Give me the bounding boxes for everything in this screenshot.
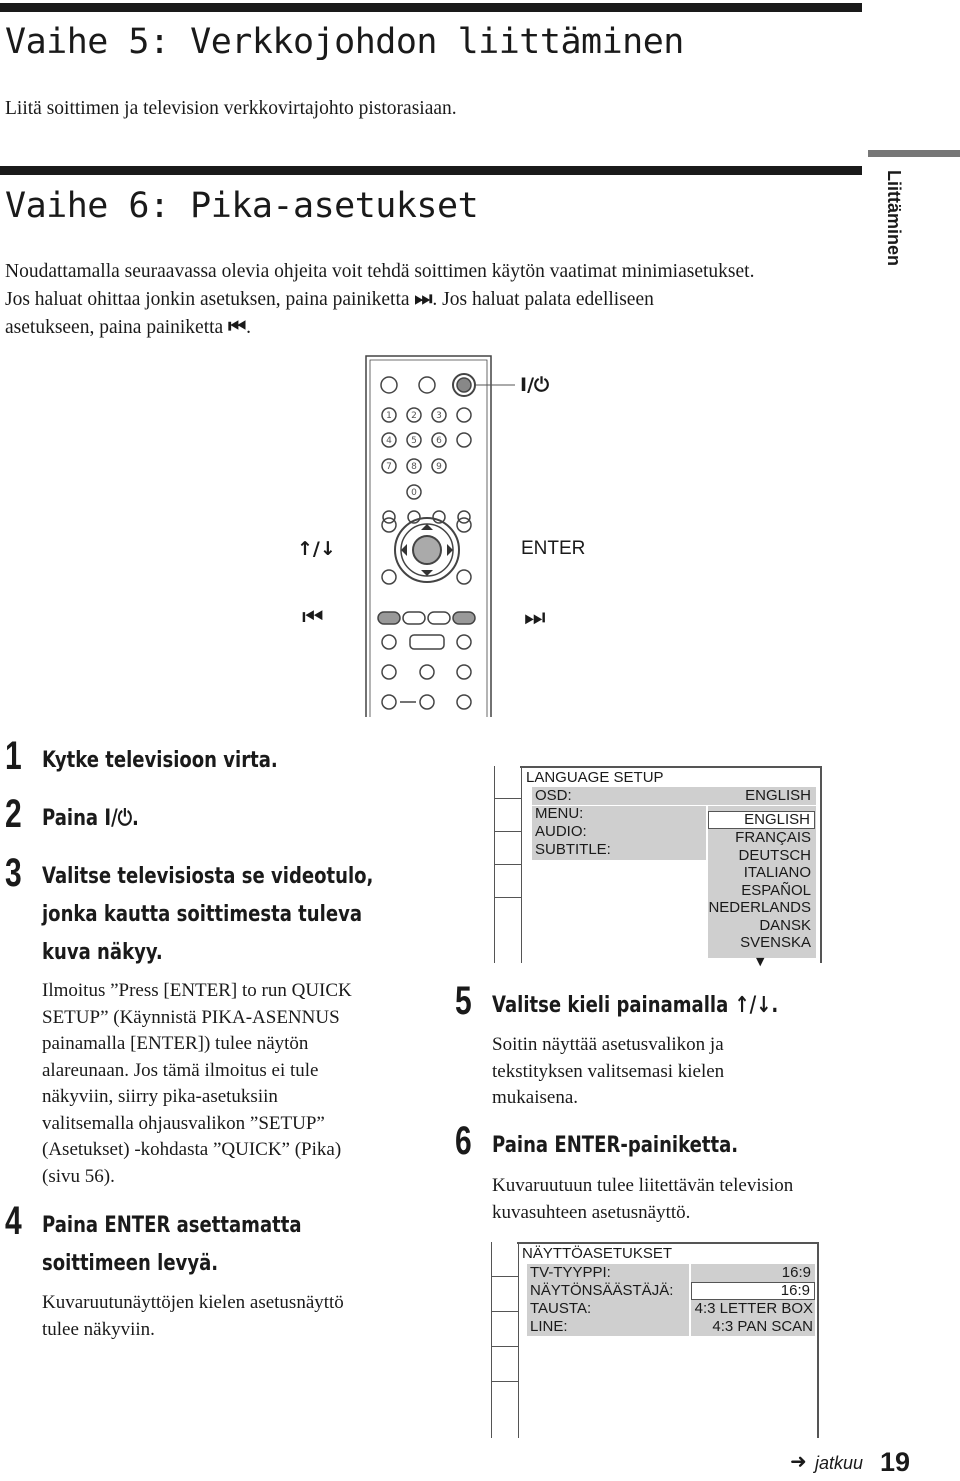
- step5-text: Liitä soittimen ja television verkkovirtajohto pistorasiaan.: [5, 98, 457, 119]
- osd-icon-column: [494, 766, 522, 963]
- remote-key-2: 2: [411, 411, 417, 421]
- display-row-label: LINE:: [530, 1318, 568, 1335]
- scroll-down-icon[interactable]: ▼: [756, 955, 765, 968]
- step6-title: Vaihe 6: Pika-asetukset: [5, 186, 479, 226]
- step-4-heading: Paina ENTER asettamatta soittimeen levyä.: [42, 1213, 302, 1276]
- step-2-number: 2: [5, 792, 22, 836]
- continues-arrow-icon: ➜: [790, 1449, 807, 1473]
- step-5-body: Soitin näyttää asetusvalikon ja tekstityksen valitsemasi kielen mukaisena.: [492, 1034, 725, 1108]
- display-row-value[interactable]: 16:9: [781, 1264, 811, 1281]
- enter-label: ENTER: [521, 538, 586, 559]
- remote-key-5: 5: [411, 436, 417, 446]
- remote-illustration: [300, 352, 600, 717]
- display-row-value-selected[interactable]: 16:9: [691, 1282, 815, 1300]
- remote-key-8: 8: [411, 462, 417, 472]
- display-row-label: NÄYTÖNSÄÄSTÄJÄ:: [530, 1282, 674, 1299]
- step-5-number: 5: [455, 979, 472, 1023]
- step-1-number: 1: [5, 734, 22, 778]
- step-3-number: 3: [5, 851, 22, 895]
- step-6-number: 6: [455, 1119, 472, 1163]
- top-rule: [0, 3, 862, 12]
- remote-key-9: 9: [436, 462, 442, 472]
- intro-line-3: asetukseen, paina painiketta ⏮.: [5, 314, 251, 338]
- side-tab-bar: [868, 150, 960, 157]
- power-label: I/⏻: [520, 374, 550, 396]
- prev-label: ⏮: [302, 603, 324, 631]
- display-row-value[interactable]: 4:3 PAN SCAN: [712, 1318, 813, 1335]
- language-option[interactable]: DANSK: [759, 916, 811, 934]
- display-row-label: TAUSTA:: [530, 1300, 592, 1317]
- prev-icon: ⏮: [228, 314, 247, 338]
- next-label: ⏭: [524, 603, 546, 631]
- language-option[interactable]: SVENSKA: [740, 934, 811, 951]
- osd-row-menu: MENU:: [535, 805, 584, 822]
- language-option[interactable]: ESPAÑOL: [741, 881, 811, 899]
- osd-row-osd: OSD: ENGLISH: [532, 787, 816, 805]
- remote-key-6: 6: [436, 436, 442, 446]
- step-6-heading: Paina ENTER-painiketta.: [492, 1133, 739, 1158]
- side-tab: Liittäminen: [884, 170, 904, 267]
- updown-label: ↑/↓: [297, 538, 336, 560]
- display-setup-screen: [491, 1242, 819, 1438]
- step-3-heading: Valitse televisiosta se videotulo, jonka kautta soittimesta tuleva kuva näkyy.: [42, 864, 374, 965]
- remote-key-4: 4: [386, 436, 392, 446]
- page-number: 19: [880, 1447, 911, 1477]
- continues-label: jatkuu: [815, 1453, 864, 1473]
- display-row-label: TV-TYYPPI:: [530, 1264, 611, 1281]
- step5-title: Vaihe 5: Verkkojohdon liittäminen: [5, 22, 684, 62]
- intro-line-2: Jos haluat ohittaa jonkin asetuksen, paina painiketta ⏭. Jos haluat palata edelliseen: [5, 286, 654, 310]
- osd-title: LANGUAGE SETUP: [526, 769, 664, 786]
- display-row-value[interactable]: 4:3 LETTER BOX: [694, 1300, 813, 1317]
- next-icon: ⏭: [414, 286, 433, 310]
- remote-key-0: 0: [411, 488, 417, 498]
- display-osd-title: NÄYTTÖASETUKSET: [522, 1245, 673, 1262]
- language-option[interactable]: NEDERLANDS: [708, 899, 811, 916]
- osd-icon-column: [491, 1242, 519, 1438]
- remote-key-7: 7: [386, 462, 392, 472]
- step-1-heading: Kytke televisioon virta.: [42, 748, 278, 773]
- remote-key-3: 3: [436, 411, 442, 421]
- step-2-heading: Paina I/⏻.: [42, 806, 139, 831]
- step-5-heading: Valitse kieli painamalla ↑/↓.: [492, 993, 779, 1018]
- language-setup-screen: [494, 766, 822, 968]
- section-rule: [0, 166, 862, 175]
- intro-line-1: Noudattamalla seuraavassa olevia ohjeita voit tehdä soittimen käytön vaatimat minimiasetukset.: [5, 261, 755, 282]
- language-option[interactable]: FRANÇAIS: [735, 829, 811, 846]
- step6-intro: [5, 258, 865, 341]
- language-option[interactable]: ITALIANO: [743, 864, 811, 881]
- step-6-body: Kuvaruutuun tulee liitettävän television kuvasuhteen asetusnäyttö.: [492, 1175, 794, 1223]
- step-4-body: Kuvaruutunäyttöjen kielen asetusnäyttö tulee näkyviin.: [42, 1292, 344, 1340]
- step-4-number: 4: [5, 1199, 22, 1243]
- language-dropdown[interactable]: [708, 806, 816, 958]
- language-option[interactable]: DEUTSCH: [738, 846, 811, 864]
- language-option-selected[interactable]: ENGLISH: [708, 811, 815, 829]
- remote-key-1: 1: [386, 411, 392, 421]
- osd-row-subtitle: SUBTITLE:: [535, 841, 611, 858]
- osd-row-audio: AUDIO:: [535, 823, 587, 840]
- step-3-body: Ilmoitus ”Press [ENTER] to run QUICK SETUP” (Käynnistä PIKA-ASENNUS painamalla [ENTER]) tulee näytön alareunaan. Jos tämä ilmoitus ei tule näkyviin, siirry pika-asetuksiin valitsemalla ohjausvalikon ”SETUP” (Asetukset) -kohdasta ”QUICK” (Pika) (sivu 56).: [42, 980, 352, 1187]
